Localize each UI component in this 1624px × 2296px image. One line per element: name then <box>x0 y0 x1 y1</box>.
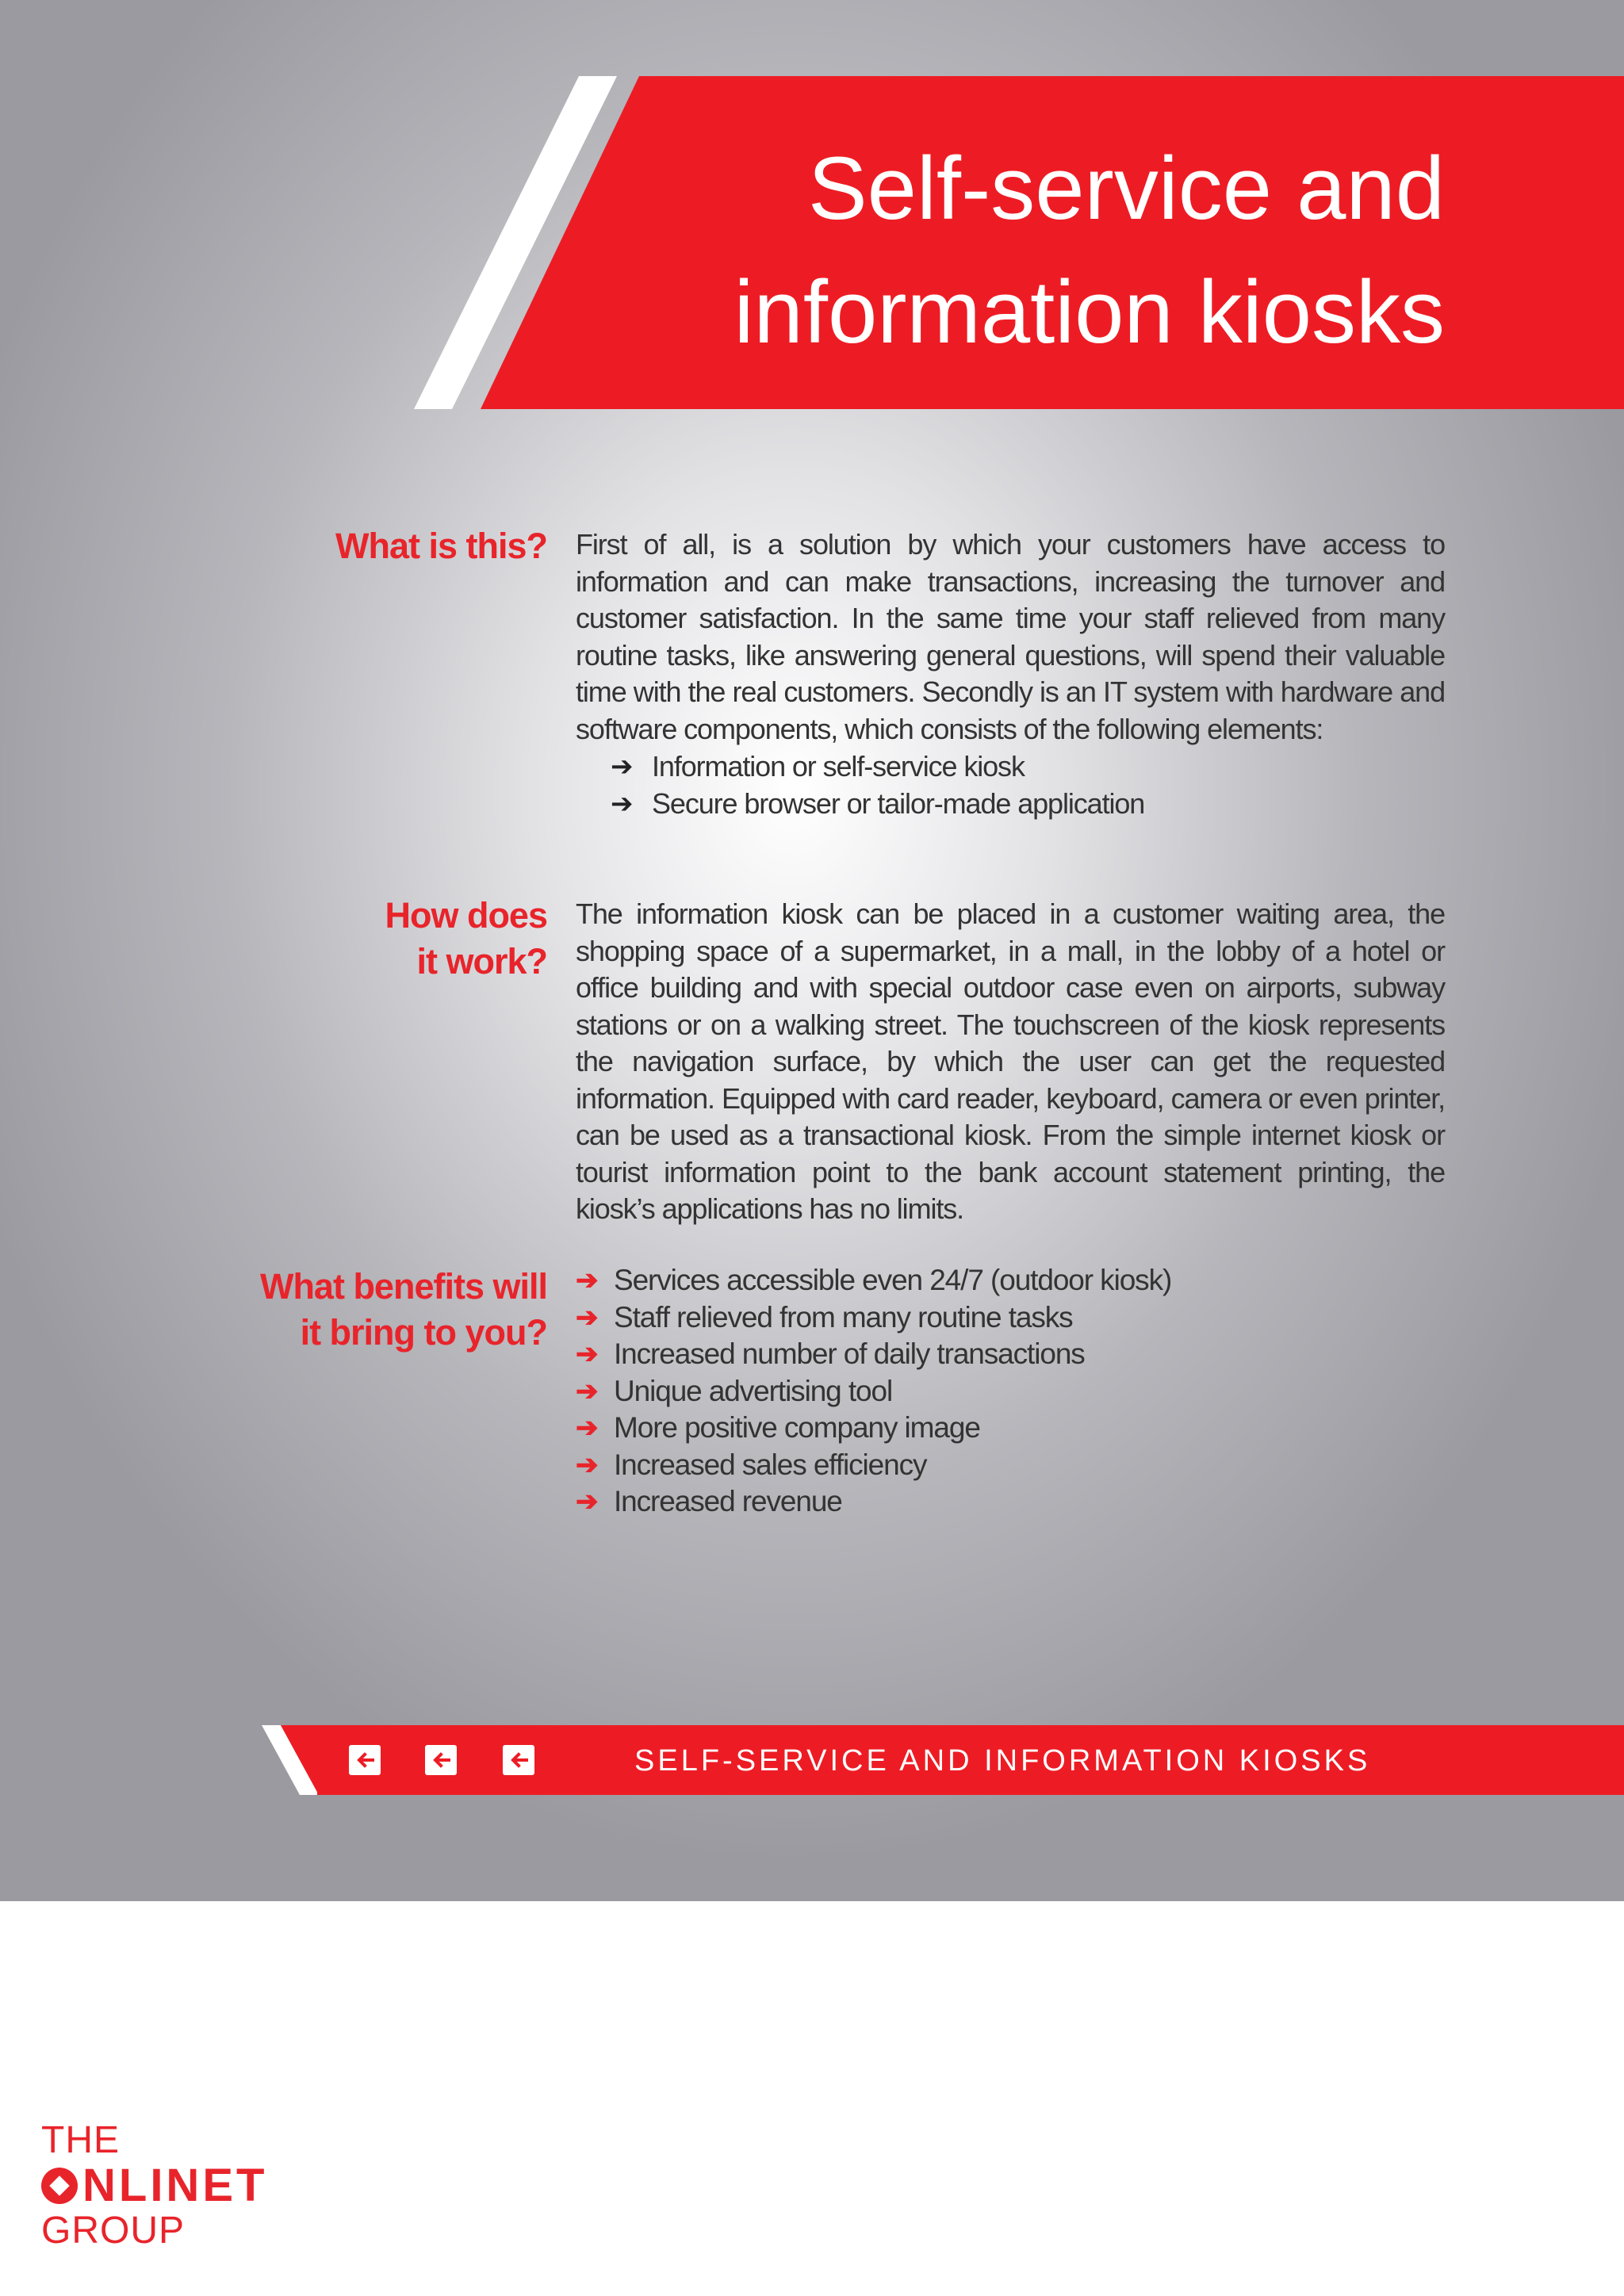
list-item-text: Increased sales efficiency <box>614 1448 927 1481</box>
section-heading-how-does-it-work <box>262 893 547 985</box>
list-item <box>576 1299 1171 1337</box>
arrow-left-icon <box>430 1749 452 1771</box>
element-list <box>611 748 1144 822</box>
list-item <box>611 748 1144 786</box>
section-heading-line: it work? <box>416 941 547 982</box>
section-heading-line: How does <box>385 895 547 936</box>
page-title-line2: information kiosks <box>733 262 1445 362</box>
list-item-text: Secure browser or tailor-made application <box>652 786 1145 820</box>
arrow-right-icon: ➔ <box>576 1265 598 1295</box>
arrow-right-icon: ➔ <box>576 1339 598 1369</box>
arrow-right-icon: ➔ <box>576 1413 598 1443</box>
list-item-text: Information or self-service kiosk <box>652 750 1025 783</box>
list-item <box>576 1447 1171 1484</box>
arrow-right-icon: ➔ <box>611 788 633 819</box>
section-heading-line: it bring to you? <box>300 1312 547 1353</box>
arrow-right-icon: ➔ <box>576 1302 598 1333</box>
list-item <box>611 786 1144 823</box>
list-item-text: Increased revenue <box>614 1485 842 1517</box>
arrow-left-icon <box>354 1749 376 1771</box>
section-text-what-is-this: First of all, is a solution by which your customers have access to information and can make transactions, increasing the turnover and customer satisfaction. In the same time your staff relieved from many routine tasks, like answering general questions, will spend their valuable time with the real customers. Secondly is an IT system with hardware and software components, which consists of the following elements: <box>576 528 1445 745</box>
section-heading-line: What benefits will <box>259 1266 547 1307</box>
arrow-right-icon: ➔ <box>576 1376 598 1406</box>
page-title <box>652 127 1445 374</box>
nav-back-button-3[interactable] <box>503 1745 534 1775</box>
section-heading-what-is-this <box>262 523 547 569</box>
list-item-text: Services accessible even 24/7 (outdoor kiosk) <box>614 1264 1172 1296</box>
section-heading-benefits <box>214 1264 547 1356</box>
benefits-list <box>576 1262 1171 1521</box>
logo-o-mark-icon <box>41 2168 78 2204</box>
list-item <box>576 1373 1171 1410</box>
list-item-text: Staff relieved from many routine tasks <box>614 1300 1073 1334</box>
page-title-line1: Self-service and <box>807 139 1445 238</box>
arrow-right-icon: ➔ <box>576 1487 598 1517</box>
logo-wordmark: NLINET <box>82 2160 268 2211</box>
list-item <box>576 1262 1171 1299</box>
section-heading-line: What is this? <box>335 526 547 566</box>
list-item-text: More positive company image <box>614 1411 980 1444</box>
list-item <box>576 1483 1171 1521</box>
footer-title: SELF-SERVICE AND INFORMATION KIOSKS <box>634 1744 1371 1777</box>
list-item <box>576 1336 1171 1373</box>
nav-back-button-2[interactable] <box>425 1745 457 1775</box>
logo-line-the: THE <box>41 2119 120 2161</box>
arrow-right-icon: ➔ <box>576 1449 598 1480</box>
arrow-right-icon: ➔ <box>611 752 633 782</box>
list-item <box>576 1410 1171 1447</box>
logo-line-group: GROUP <box>41 2210 186 2252</box>
section-text-how-does-it-work: The information kiosk can be placed in a customer waiting area, the shopping space of a supermarket, in a mall, in the lobby of a hotel or office building and with special outdoor case even on airports, subway stations or on a walking street. The touchscreen of the kiosk represents the navigation surface, by which the user can get the requested information. Equipped with card reader, keyboard, camera or even printer, can be used as a transactional kiosk. From the simple internet kiosk or tourist information point to the bank account statement printing, the kiosk’s applications has no limits. <box>576 897 1445 1225</box>
nav-back-button-1[interactable] <box>349 1745 381 1775</box>
company-logo <box>41 2118 327 2253</box>
list-item-text: Unique advertising tool <box>614 1374 893 1407</box>
arrow-left-icon <box>508 1749 530 1771</box>
logo-line-onlinet <box>41 2160 327 2211</box>
list-item-text: Increased number of daily transactions <box>614 1337 1085 1370</box>
